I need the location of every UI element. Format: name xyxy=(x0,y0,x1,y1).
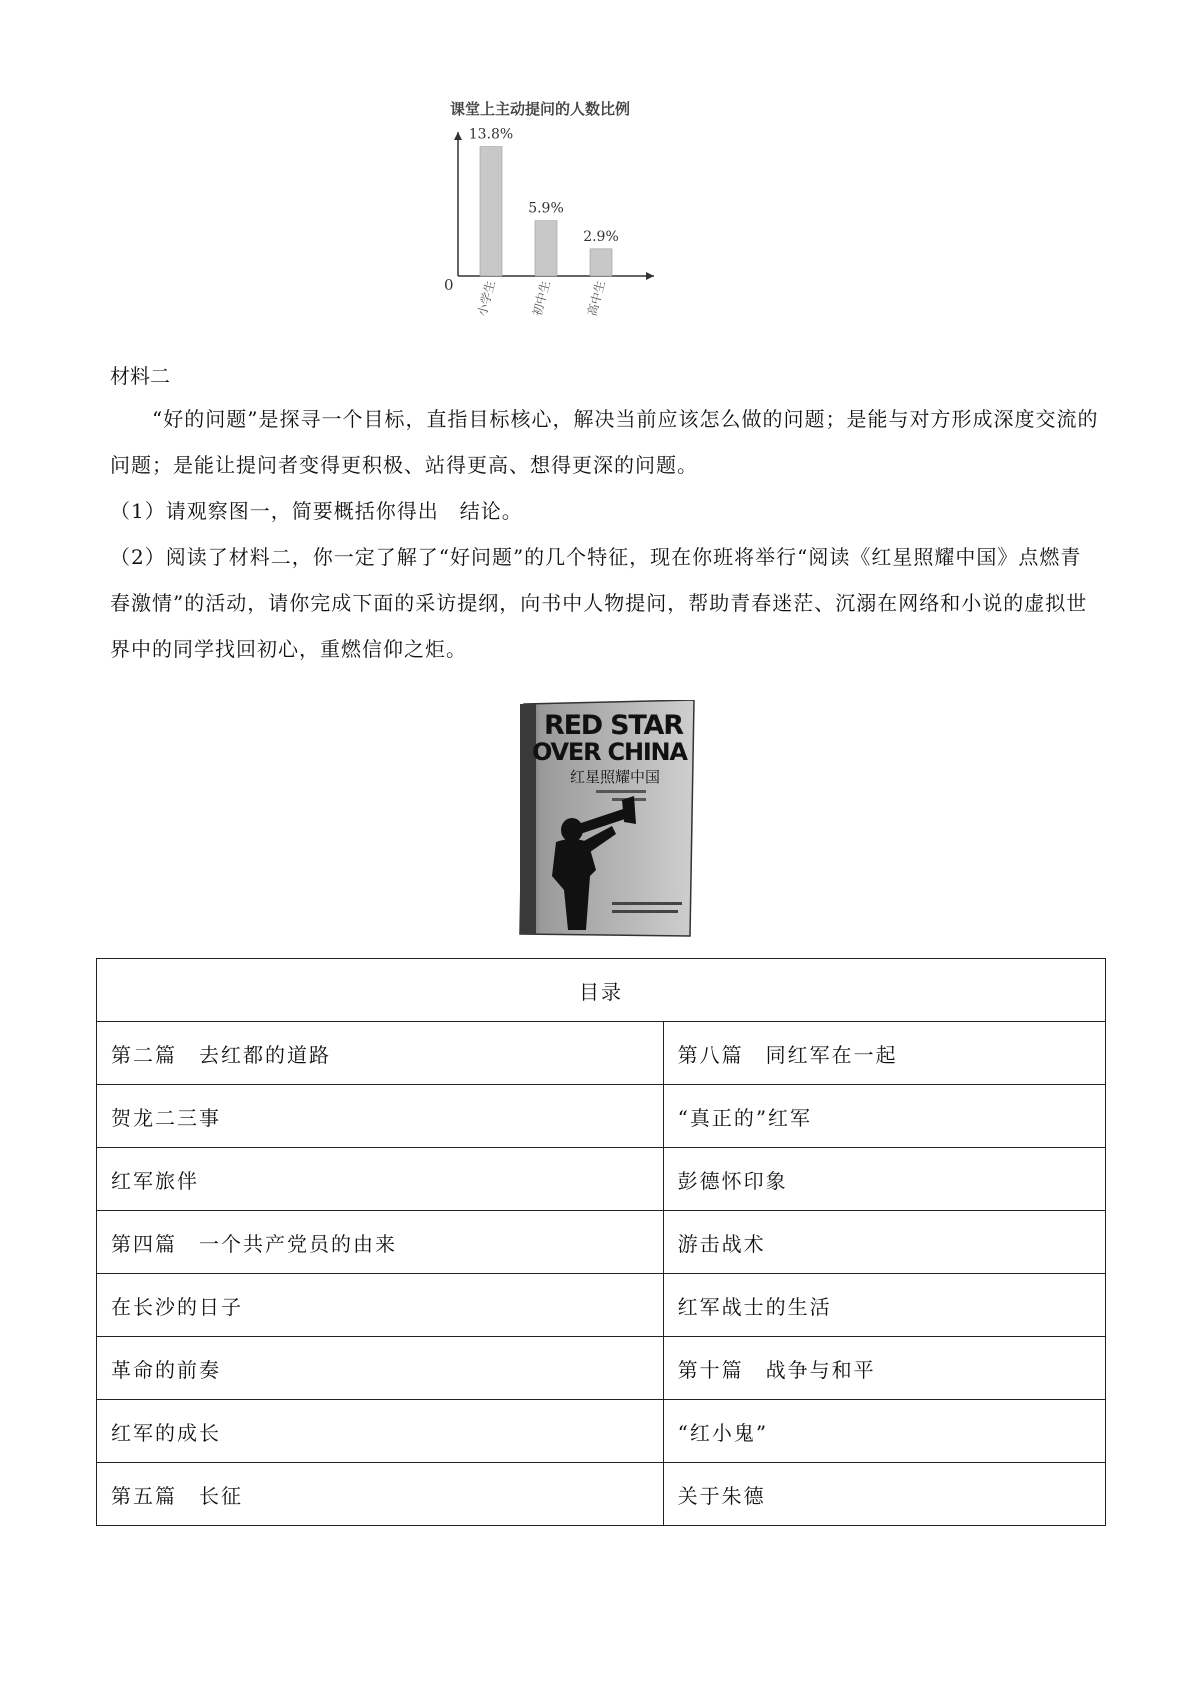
toc-row xyxy=(97,1400,1106,1463)
toc-entry: 关于朱德 xyxy=(663,1463,1105,1526)
toc-entry: “红小鬼” xyxy=(663,1400,1105,1463)
question-1: （1）请观察图一，简要概括你得出 结论。 xyxy=(110,499,523,523)
bar-chart xyxy=(440,92,720,342)
x-tick-label: 小学生 xyxy=(475,279,498,318)
toc-heading: 目录 xyxy=(97,959,1106,1022)
question-2: （2）阅读了材料二，你一定了解了“好问题”的几个特征，现在你班将举行“阅读《红星照耀中国》点燃青春激情”的活动，请你完成下面的采访提纲，向书中人物提问，帮助青春迷茫、沉溺在网络和小说的虚拟世界中的同学找回初心，重燃信仰之炬。 xyxy=(110,545,1088,661)
toc-entry: 第五篇 长征 xyxy=(97,1463,664,1526)
toc-entry: 第十篇 战争与和平 xyxy=(663,1337,1105,1400)
x-tick-label: 高中生 xyxy=(585,279,608,318)
toc-row xyxy=(97,1463,1106,1526)
toc-row xyxy=(97,1337,1106,1400)
y-axis-arrow xyxy=(454,132,462,140)
book-title-en-1: RED STAR xyxy=(544,710,684,741)
chart-title: 课堂上主动提问的人数比例 xyxy=(450,100,631,118)
toc-row xyxy=(97,1211,1106,1274)
chart-bar xyxy=(535,221,557,276)
toc-entry: 第二篇 去红都的道路 xyxy=(97,1022,664,1085)
toc-row xyxy=(97,1148,1106,1211)
material-label: 材料二 xyxy=(110,364,170,388)
toc-entry: 红军的成长 xyxy=(97,1400,664,1463)
x-axis-arrow xyxy=(646,272,654,280)
toc-header-row xyxy=(97,959,1106,1022)
data-label: 2.9% xyxy=(583,228,619,245)
chart-bar xyxy=(480,147,502,276)
book-cover-image xyxy=(516,700,698,940)
data-label: 5.9% xyxy=(528,200,564,217)
toc-entry: 贺龙二三事 xyxy=(97,1085,664,1148)
toc-entry: 第四篇 一个共产党员的由来 xyxy=(97,1211,664,1274)
chart-marks xyxy=(469,127,619,318)
chart-bar xyxy=(590,249,612,276)
toc-row xyxy=(97,1274,1106,1337)
toc-table xyxy=(96,958,1106,1526)
toc-entry: 彭德怀印象 xyxy=(663,1148,1105,1211)
toc-row xyxy=(97,1022,1106,1085)
toc-entry: 红军战士的生活 xyxy=(663,1274,1105,1337)
book-title-zh: 红星照耀中国 xyxy=(570,768,661,786)
material-paragraph: “好的问题”是探寻一个目标，直指目标核心，解决当前应该怎么做的问题；是能与对方形成深度交流的问题；是能让提问者变得更积极、站得更高、想得更深的问题。 xyxy=(110,407,1099,477)
toc-entry: 游击战术 xyxy=(663,1211,1105,1274)
toc-entry: 红军旅伴 xyxy=(97,1148,664,1211)
chart-svg xyxy=(440,92,720,342)
origin-label: 0 xyxy=(444,276,454,294)
data-label: 13.8% xyxy=(468,126,514,143)
toc-entry: 革命的前奏 xyxy=(97,1337,664,1400)
toc-entry: 在长沙的日子 xyxy=(97,1274,664,1337)
toc-entry: 第八篇 同红军在一起 xyxy=(663,1022,1105,1085)
x-tick-label: 初中生 xyxy=(530,279,553,318)
book-title-en-2: OVER CHINA xyxy=(532,738,688,766)
toc-row xyxy=(97,1085,1106,1148)
toc-entry: “真正的”红军 xyxy=(663,1085,1105,1148)
